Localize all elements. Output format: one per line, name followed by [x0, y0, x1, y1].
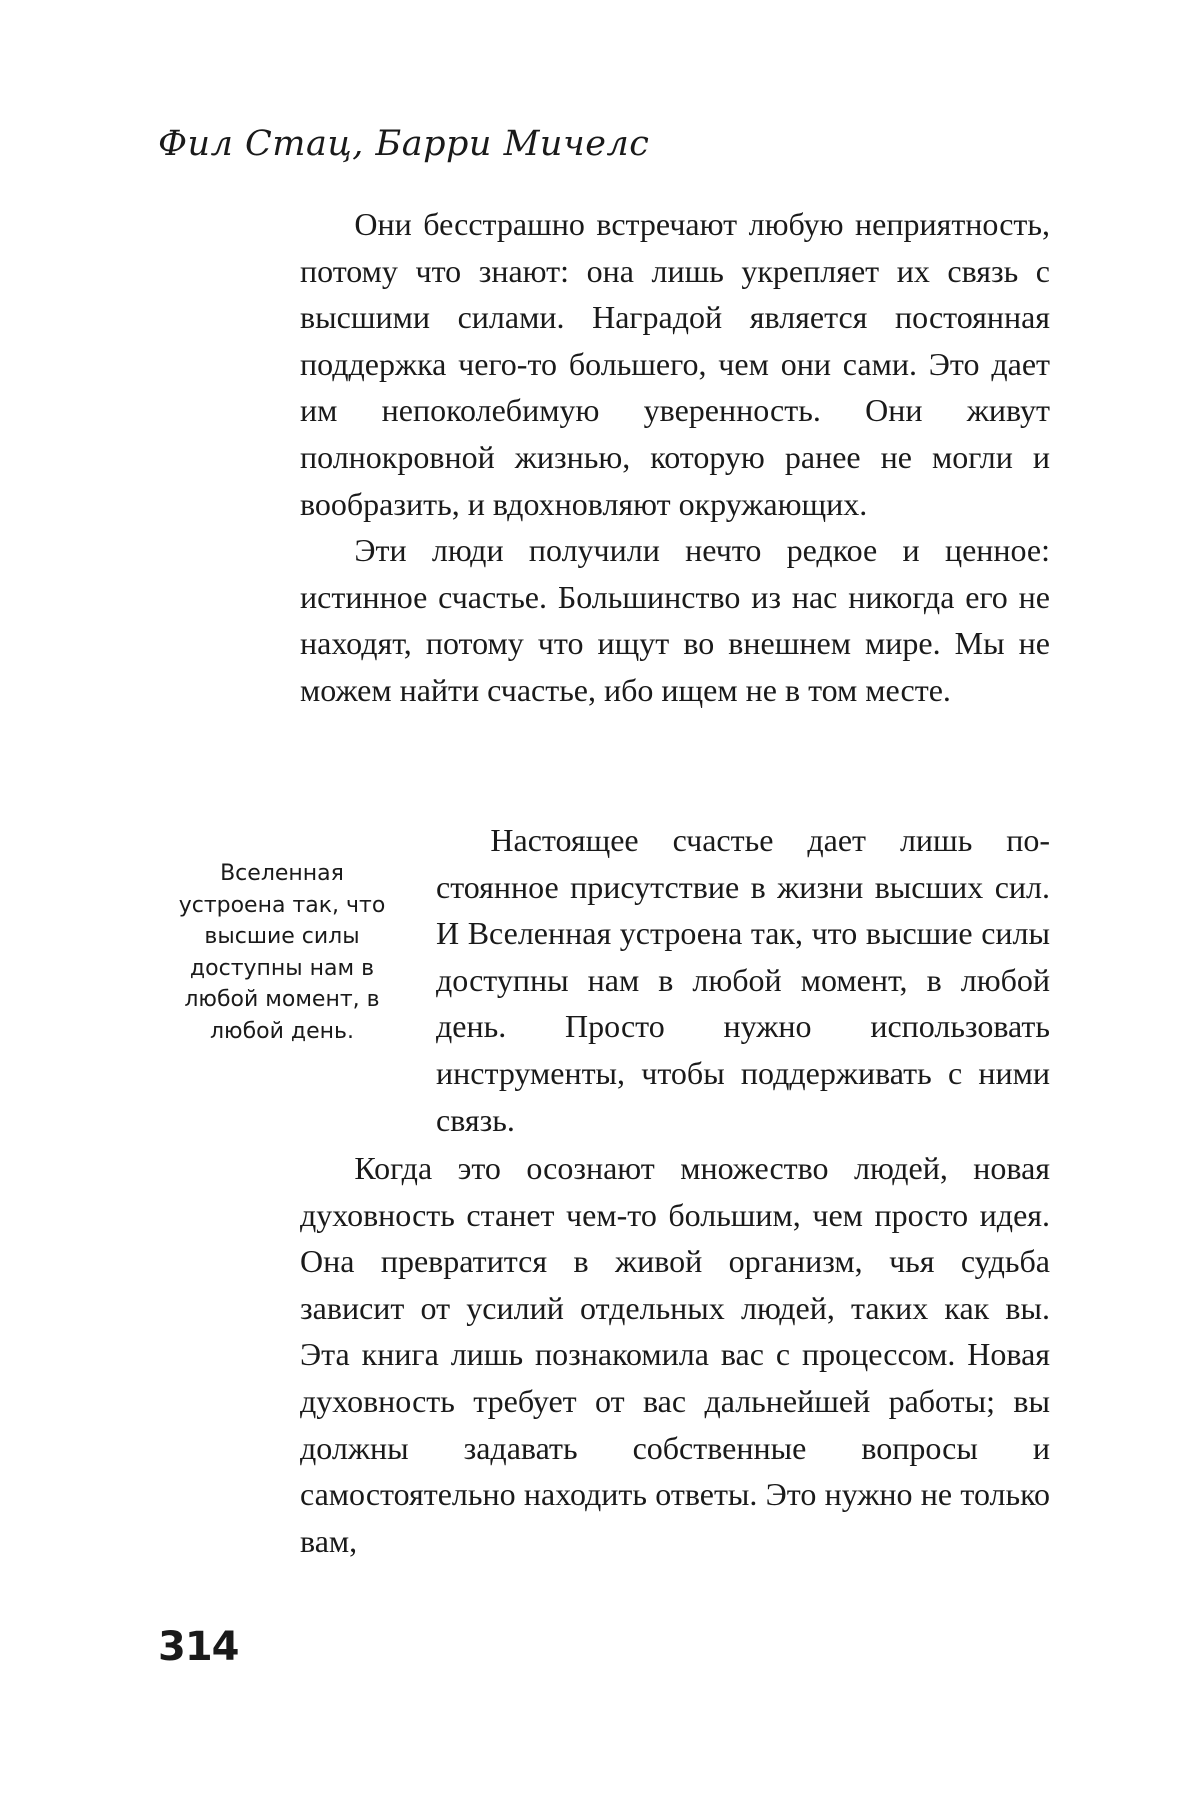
paragraph: Настоящее счастье дает лишь постоянное присутствие в жизни высших сил. И Вселенная устроена так, что высшие силы доступны нам в любой момент, в любой день. Просто нужно использовать инструменты, чтобы поддерживать с ними связь. — [436, 822, 1050, 1138]
text-column-middle — [436, 817, 1050, 1143]
running-head: Фил Стац, Барри Мичелс — [158, 124, 650, 164]
text-column-bottom — [300, 1145, 1050, 1564]
paragraph: Эти люди получили нечто редкое и ценное: истинное счастье. Большинство из нас никогда его не находят, потому что ищут во внешнем мире. Мы не можем найти счастье, ибо ищем не в том месте. — [300, 532, 1050, 708]
paragraph: Они бесстрашно встречают любую неприятность, потому что знают: она лишь укрепляет их связь с высшими силами. Наградой является постоянная поддержка чего-то большего, чем они сами. Это дает им непоколебимую уверенность. Они живут полнокровной жизнью, которую ранее не могли и вообразить, и вдохновляют окружающих. — [300, 206, 1050, 522]
page-number: 314 — [158, 1624, 239, 1670]
paragraph: Когда это осознают множество людей, новая духовность станет чем-то большим, чем просто идея. Она превратится в живой организм, чья судьба зависит от усилий отдельных людей, таких как вы. Эта книга лишь познакомила вас с процессом. Новая духовность требует от вас дальнейшей работы; вы должны задавать собственные вопросы и самостоятельно находить ответы. Это нужно не только вам, — [300, 1150, 1050, 1559]
pull-quote: Вселенная устроена так, что высшие силы доступны нам в любой момент, в любой день. — [178, 861, 386, 1044]
text-column-top — [300, 201, 1050, 714]
